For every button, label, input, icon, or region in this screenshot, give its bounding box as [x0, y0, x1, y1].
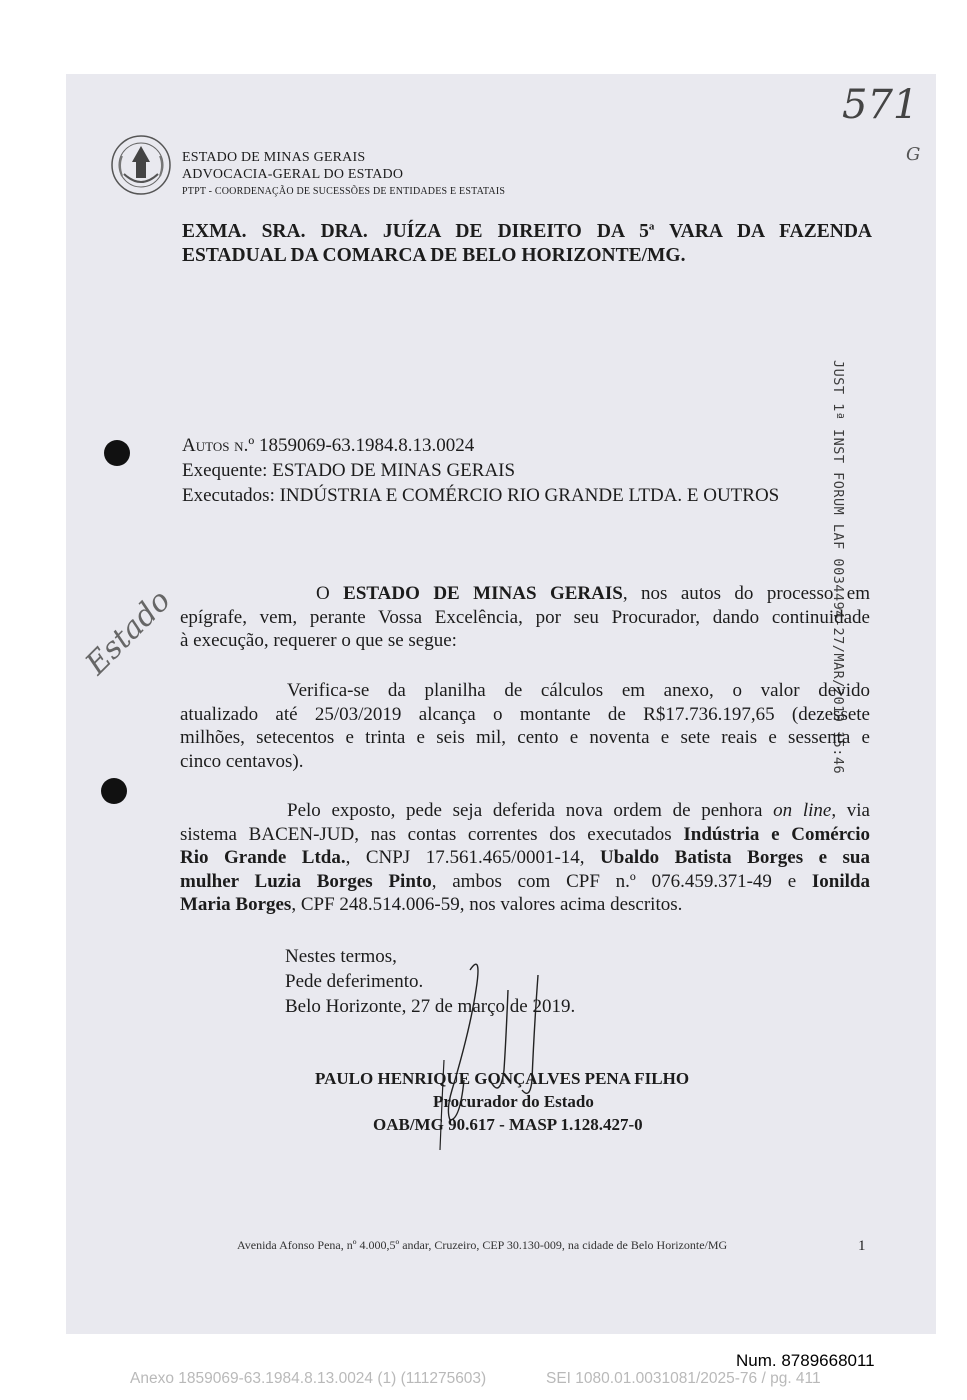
hole-punch-bottom	[101, 778, 127, 804]
handwritten-side-note: Estado	[78, 583, 178, 682]
title-line-2: ESTADUAL DA COMARCA DE BELO HORIZONTE/MG.	[182, 245, 686, 266]
handwritten-page-mark: 571	[842, 82, 919, 128]
closing-line-3: Belo Horizonte, 27 de março de 2019.	[285, 996, 576, 1017]
para2-line-2: atualizado até 25/03/2019 alcança o montante de R$17.736.197,65 (dezessete	[180, 703, 870, 725]
title-line-1-a: EXMA. SRA. DRA. JUÍZA DE DIREITO DA 5	[182, 221, 649, 242]
watermark-sei: SEI 1080.01.0031081/2025-76 / pg. 411	[546, 1370, 821, 1387]
exequente-line: Exequente: ESTADO DE MINAS GERAIS	[182, 460, 516, 481]
footer-address: Avenida Afonso Pena, nº 4.000,5º andar, Cruzeiro, CEP 30.130-009, na cidade de Belo Horizonte/MG	[237, 1238, 728, 1252]
title-superscript: a	[648, 220, 655, 233]
paragraph-petition	[180, 799, 870, 917]
autos-number: 1859069-63.1984.8.13.0024	[258, 435, 475, 456]
para3-line-5: Maria Borges, CPF 248.514.006-59, nos valores acima descritos.	[180, 894, 683, 915]
autos-label: Autos n.º	[182, 435, 255, 456]
para1-line-2: epígrafe, vem, perante Vossa Excelência, por seu Procurador, dando continuidade	[180, 606, 870, 628]
para3-line-2: sistema BACEN-JUD, nas contas correntes dos executados Indústria e Comércio	[180, 823, 871, 845]
document-number: Num. 8789668011	[736, 1351, 875, 1370]
document-title	[182, 220, 872, 268]
para2-line-4: cinco centavos).	[180, 750, 304, 772]
para3-line-4: mulher Luzia Borges Pinto, ambos com CPF n.º 076.459.371-49 e Ionilda	[180, 870, 870, 892]
para1-line-3: à execução, requerer o que se segue:	[180, 630, 457, 651]
page-number: 1	[858, 1238, 866, 1254]
para3-line-3: Rio Grande Ltda., CNPJ 17.561.465/0001-14, Ubaldo Batista Borges e sua	[180, 847, 870, 868]
title-line-1-b: VARA DA FAZENDA	[654, 221, 872, 242]
executados-line: Executados: INDÚSTRIA E COMÉRCIO RIO GRANDE LTDA. E OUTROS	[182, 485, 780, 506]
para1-line-1: O ESTADO DE MINAS GERAIS, nos autos do processo em	[316, 583, 870, 604]
para3-line-1: Pelo exposto, pede seja deferida nova ordem de penhora on line, via	[287, 800, 870, 821]
coat-of-arms-seal	[110, 134, 172, 196]
handwritten-corner-mark: G	[906, 144, 921, 165]
watermark-annex: Anexo 1859069-63.1984.8.13.0024 (1) (111275603)	[130, 1370, 487, 1387]
para2-line-3: milhões, setecentos e trinta e seis mil, cento e noventa e sete reais e sessenta e	[180, 727, 870, 748]
paragraph-request	[180, 582, 870, 653]
header-department: PTPT - COORDENAÇÃO DE SUCESSÕES DE ENTIDADES E ESTATAIS	[182, 186, 506, 197]
para2-line-1: Verifica-se da planilha de cálculos em anexo, o valor devido	[287, 680, 870, 701]
signatory-role: Procurador do Estado	[433, 1092, 594, 1111]
case-number-line	[182, 435, 474, 457]
protocol-stamp: JUST 1ª INST FORUM LAF 0034494-27/MAR/2019 15:46	[830, 360, 846, 775]
closing-line-2: Pede deferimento.	[285, 971, 424, 992]
header-state: ESTADO DE MINAS GERAIS	[182, 150, 366, 165]
header-agency: ADVOCACIA-GERAL DO ESTADO	[182, 167, 404, 182]
signatory-name: PAULO HENRIQUE GONÇALVES PENA FILHO	[315, 1069, 690, 1088]
paragraph-calculation	[180, 679, 870, 773]
hole-punch-top	[104, 440, 130, 466]
closing-line-1: Nestes termos,	[285, 946, 397, 967]
signatory-ids: OAB/MG 90.617 - MASP 1.128.427-0	[373, 1115, 643, 1134]
